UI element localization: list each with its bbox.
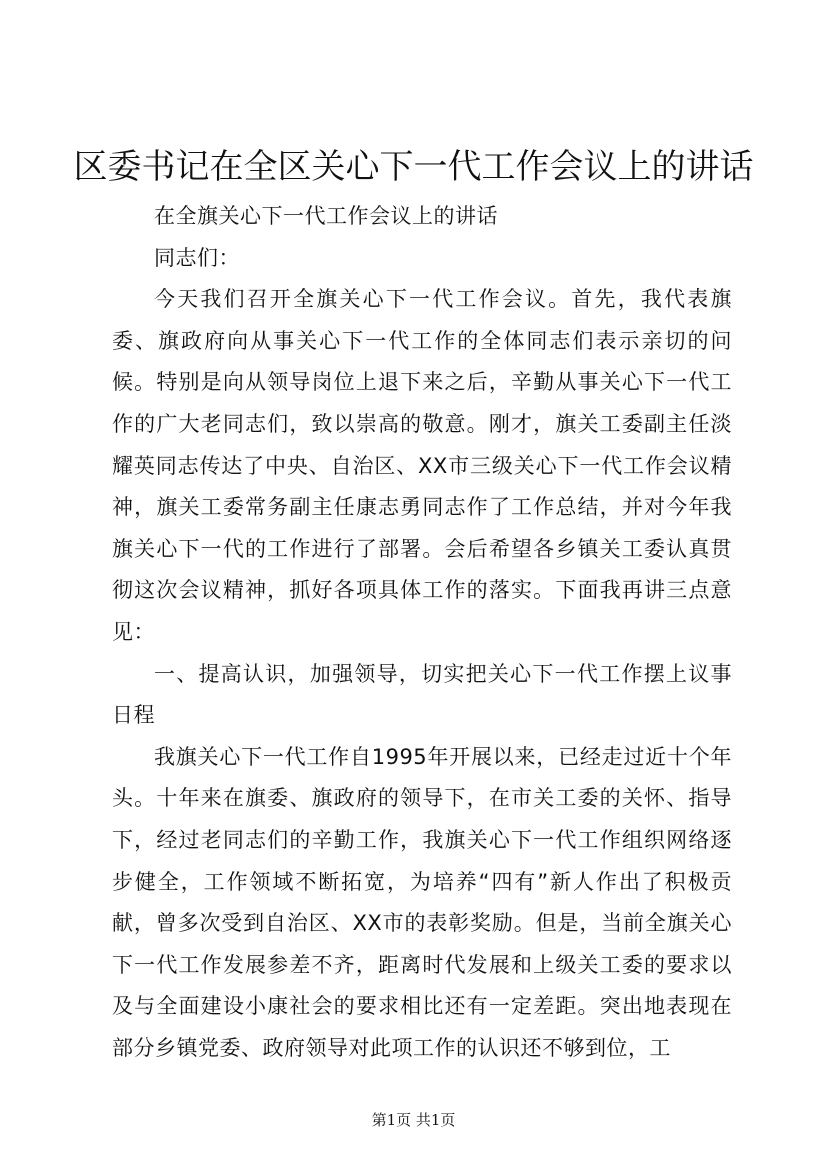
body-paragraph: 我旗关心下一代工作自1995年开展以来，已经走过近十个年头。十年来在旗委、旗政府的领导下，在市关工委的关怀、指导下，经过老同志们的辛勤工作，我旗关心下一代工作组织网络逐步健全，工作领域不断拓宽，为培养“四有”新人作出了积极贡献，曾多次受到自治区、XX市的表彰奖励。但是，当前全旗关心下一代工作发展参差不齐，距离时代发展和上级关工委的要求以及与全面建设小康社会的要求相比还有一定差距。突出地表现在部分乡镇党委、政府领导对此项工作的认识还不够到位，工	[112, 744, 732, 1060]
subtitle-paragraph: 在全旗关心下一代工作会议上的讲话	[154, 204, 498, 228]
body-paragraph: 今天我们召开全旗关心下一代工作会议。首先，我代表旗委、旗政府向从事关心下一代工作的全体同志们表示亲切的问候。特别是向从领导岗位上退下来之后，辛勤从事关心下一代工作的广大老同志们，致以崇高的敬意。刚才，旗关工委副主任淡耀英同志传达了中央、自治区、XX市三级关心下一代工作会议精神，旗关工委常务副主任康志勇同志作了工作总结，并对今年我旗关心下一代的工作进行了部署。会后希望各乡镇关工委认真贯彻这次会议精神，抓好各项具体工作的落实。下面我再讲三点意见：	[112, 287, 732, 644]
salutation-paragraph: 同志们：	[154, 245, 240, 270]
document-body	[112, 196, 732, 1069]
document-title: 区委书记在全区关心下一代工作会议上的讲话	[73, 147, 754, 187]
page-number-footer: 第1页 共1页	[371, 1111, 456, 1129]
section-heading-paragraph: 一、提高认识，加强领导，切实把关心下一代工作摆上议事日程	[112, 661, 732, 728]
